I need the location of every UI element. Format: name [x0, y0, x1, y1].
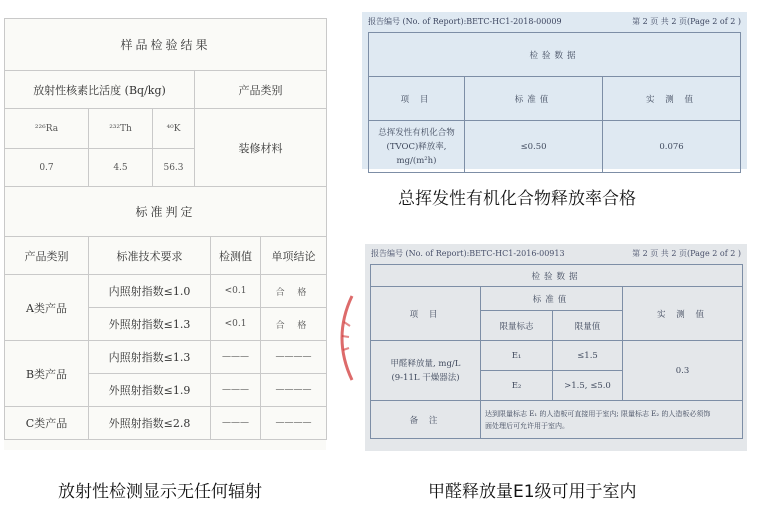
requirement: 外照射指数≤1.3: [89, 308, 211, 341]
item-line: 甲醛释放量, mg/L: [390, 358, 461, 369]
col-measured: 实 测 值: [603, 77, 741, 121]
note-text: [481, 401, 743, 439]
nuclide-k: ⁴⁰K: [153, 109, 195, 149]
sub-limit-mark: 限量标志: [481, 311, 553, 341]
table-row: [5, 275, 327, 308]
table-row: [371, 401, 743, 439]
tvoc-item: [369, 121, 465, 173]
note-line: 达到限量标志 E₁ 的人造板可直接用于室内; 限量标志 E₂ 的人造板必须饰: [485, 409, 711, 418]
judgement-title: 标准判定: [5, 187, 327, 237]
activity-header: 放射性核素比活度 (Bq/kg): [5, 71, 195, 109]
formaldehyde-data-table: [370, 264, 743, 439]
requirement: 外照射指数≤1.9: [89, 374, 211, 407]
col-conclusion: 单项结论: [261, 237, 327, 275]
nuclide-th: ²³²Th: [89, 109, 153, 149]
table-row: [5, 341, 327, 374]
sub-limit-value: 限量值: [553, 311, 623, 341]
sample-result-title: 样品检验结果: [5, 19, 327, 71]
sample-result-table: [4, 18, 327, 237]
requirement: 外照射指数≤2.8: [89, 407, 211, 440]
item-line: (9-11L 干燥器法): [391, 372, 460, 383]
report-number: 报告编号 (No. of Report):BETC-HC1-2018-00009: [368, 17, 562, 26]
report-header: [368, 16, 741, 30]
page-indicator: 第 2 页 共 2 页(Page 2 of 2 ): [632, 17, 741, 26]
formaldehyde-measured: 0.3: [623, 341, 743, 401]
caption-formaldehyde: 甲醛释放量E1级可用于室内: [428, 482, 637, 502]
table-row: [371, 341, 743, 371]
product-category-header: 产品类别: [195, 71, 327, 109]
conclusion: ————: [261, 374, 327, 407]
requirement: 内照射指数≤1.0: [89, 275, 211, 308]
e2-value: >1.5, ≤5.0: [553, 371, 623, 401]
report-header: [371, 248, 741, 262]
nuclide-ra: ²²⁶Ra: [5, 109, 89, 149]
radiation-test-report: [4, 18, 326, 450]
tvoc-measured: 0.076: [603, 121, 741, 173]
category-b: B类产品: [5, 341, 89, 407]
col-measured: 实 测 值: [623, 287, 743, 341]
tvoc-standard: ≤0.50: [465, 121, 603, 173]
col-measured: 检测值: [211, 237, 261, 275]
col-requirement: 标准技术要求: [89, 237, 211, 275]
measured-value: ———: [211, 374, 261, 407]
note-label: 备 注: [371, 401, 481, 439]
item-line: mg/(m²h): [396, 155, 437, 166]
section-title: 检验数据: [369, 33, 741, 77]
category-c: C类产品: [5, 407, 89, 440]
measured-value: ———: [211, 341, 261, 374]
red-seal-stamp: [330, 292, 358, 384]
value-k: 56.3: [153, 149, 195, 187]
measured-value: <0.1: [211, 275, 261, 308]
item-line: (TVOC)释放率,: [386, 141, 447, 152]
tvoc-data-table: [368, 32, 741, 173]
category-value: 装修材料: [195, 109, 327, 187]
tvoc-test-report: [362, 12, 747, 169]
e1-value: ≤1.5: [553, 341, 623, 371]
requirement: 内照射指数≤1.3: [89, 341, 211, 374]
section-title: 检验数据: [371, 265, 743, 287]
col-standard: 标准值: [465, 77, 603, 121]
table-row: [5, 407, 327, 440]
formaldehyde-test-report: [365, 244, 747, 451]
page-indicator: 第 2 页 共 2 页(Page 2 of 2 ): [632, 249, 741, 258]
value-ra: 0.7: [5, 149, 89, 187]
conclusion: ————: [261, 341, 327, 374]
measured-value: ———: [211, 407, 261, 440]
judgement-table: [4, 236, 327, 440]
note-line: 面处理后可允许用于室内。: [485, 421, 569, 430]
formaldehyde-item: [371, 341, 481, 401]
conclusion: ————: [261, 407, 327, 440]
caption-radiation: 放射性检测显示无任何辐射: [58, 482, 262, 502]
measured-value: <0.1: [211, 308, 261, 341]
value-th: 4.5: [89, 149, 153, 187]
col-item: 项 目: [369, 77, 465, 121]
col-category: 产品类别: [5, 237, 89, 275]
category-a: A类产品: [5, 275, 89, 341]
e2-mark: E₂: [481, 371, 553, 401]
caption-tvoc: 总挥发性有机化合物释放率合格: [398, 189, 636, 209]
col-standard: 标准值: [481, 287, 623, 311]
item-line: 总挥发性有机化合物: [378, 127, 455, 138]
table-row: [369, 121, 741, 173]
conclusion: 合 格: [261, 308, 327, 341]
col-item: 项 目: [371, 287, 481, 341]
e1-mark: E₁: [481, 341, 553, 371]
report-number: 报告编号 (No. of Report):BETC-HC1-2016-00913: [371, 249, 565, 258]
conclusion: 合 格: [261, 275, 327, 308]
